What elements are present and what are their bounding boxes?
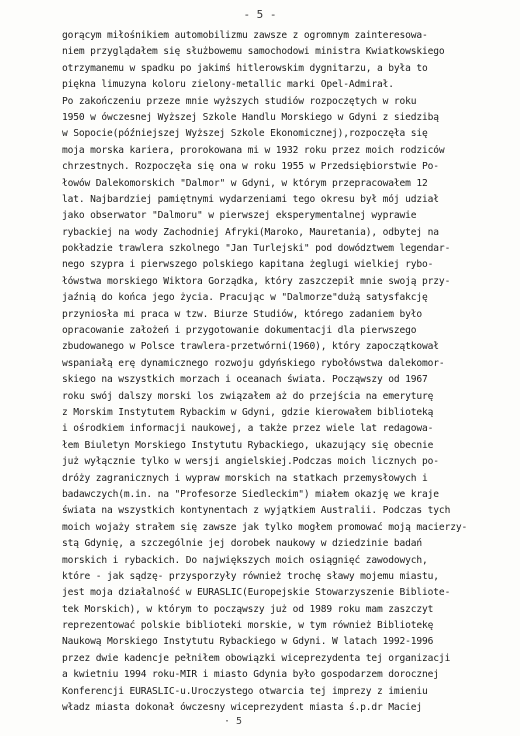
bottom-mark: · 5 <box>224 716 243 727</box>
text-line: Po zakończeniu przeze mnie wyższych studiów rozpoczętych w roku <box>62 95 417 107</box>
text-line: moich wojaży strałem się zawsze jak tylko mogłem promować moją macierzy- <box>62 521 468 533</box>
text-line: reprezentować polskie biblioteki morskie, w tym również Bibliotekę <box>62 620 434 632</box>
text-line: władz miasta dokonał ówczesny wiceprezydent miasta ś.p.dr Maciej <box>62 702 423 714</box>
text-line: zbudowanego w Polsce trawlera-przetwórni(1960), który zapoczątkował <box>62 341 439 353</box>
text-line: dróży zagranicznych i wypraw morskich na statkach przemysłowych i <box>62 472 428 484</box>
text-line: które - jak sądzę- przysporzyły również trochę sławy mojemu miastu, <box>62 570 439 582</box>
text-line: jako obserwator "Dalmoru" w pierwszej eksperymentalnej wyprawie <box>62 210 417 222</box>
text-line: chrzestnych. Rozpoczęła się ona w roku 1955 w Przedsiębiorstwie Po- <box>62 161 439 173</box>
text-line: lat. Najbardziej pamiętnymi wydarzeniami tego okresu był mój udział <box>62 193 439 205</box>
text-line: skiego na wszystkich morzach i oceanach świata. Począwszy od 1967 <box>62 374 428 386</box>
text-line: niem przyglądałem się służbowemu samochodowi ministra Kwiatkowskiego <box>62 46 445 58</box>
text-line: jest moja działalność w EURASLIC(Europejskie Stowarzyszenie Bibliote- <box>62 587 451 599</box>
text-line: pokładzie trawlera szkolnego "Jan Turlejski" pod dowództwem legendar- <box>62 243 451 255</box>
text-line: łem Biuletyn Morskiego Instytutu Rybackiego, ukazujący się obecnie <box>62 439 434 451</box>
text-line: nego szypra i pierwszego polskiego kapitana żeglugi wielkiej rybo- <box>62 259 434 271</box>
text-line: jaźnią do końca jego życia. Pracując w "Dalmorze"dużą satysfakcję <box>62 292 428 304</box>
text-line: łówstwa morskiego Wiktora Gorządka, który zaszczepił mnie swoją przy- <box>62 275 451 287</box>
text-line: z Morskim Instytutem Rybackim w Gdyni, gdzie kierowałem biblioteką <box>62 406 434 418</box>
text-line: roku swój dalszy morski los związałem aż do przejścia na emeryturę <box>62 390 434 402</box>
text-line: łowów Dalekomorskich "Dalmor" w Gdyni, w którym przepracowałem 12 <box>62 177 428 189</box>
text-line: a kwietniu 1994 roku-MIR i miasto Gdynia było gospodarzem dorocznej <box>62 669 439 681</box>
text-line: morskich i rybackich. Do największych moich osiągnięć zawodowych, <box>62 554 428 566</box>
text-line: otrzymanemu w spadku po jakimś hitlerowskim dygnitarzu, a była to <box>62 62 428 74</box>
text-line: stą Gdynię, a szczególnie jej dorobek naukowy w dziedzinie badań <box>62 538 423 550</box>
text-line: piękna limuzyna koloru zielony-metallic marki Opel-Admirał. <box>62 79 394 91</box>
text-line: wspaniałą erę dynamicznego rozwoju gdyńskiego rybołówstwa dalekomor- <box>62 357 445 369</box>
text-line: świata na wszystkich kontynentach z wyjątkiem Australii. Podczas tych <box>62 505 451 517</box>
text-line: Konferencji EURASLIC-u.Uroczystego otwarcia tej imprezy z imieniu <box>62 685 428 697</box>
text-line: opracowanie założeń i przygotowanie dokumentacji dla pierwszego <box>62 325 417 337</box>
text-line: przez dwie kadencje pełniłem obowiązki wiceprezydenta tej organizacji <box>62 652 451 664</box>
text-line: badawczych(m.in. na "Profesorze Siedleckim") miałem okazję we kraje <box>62 488 439 500</box>
text-line: Naukową Morskiego Instytutu Rybackiego w Gdyni. W latach 1992-1996 <box>62 636 434 648</box>
text-line: i ośrodkiem informacji naukowej, a także przez wiele lat redagowa- <box>62 423 434 435</box>
text-line: rybackiej na wody Zachodniej Afryki(Maroko, Mauretania), odbytej na <box>62 226 439 238</box>
text-line: 1950 w ówczesnej Wyższej Szkole Handlu Morskiego w Gdyni z siedzibą <box>62 111 439 123</box>
text-line: w Sopocie(późniejszej Wyższej Szkole Ekonomicznej),rozpoczęła się <box>62 128 428 140</box>
text-line: przyniosła mi praca w tzw. Biurze Studiów, którego zadaniem było <box>62 308 423 320</box>
text-line: już wyłącznie tylko w wersji angielskiej.Podczas moich licznych po- <box>62 456 439 468</box>
text-line: moja morska kariera, prorokowana mi w 1932 roku przez moich rodziców <box>62 144 445 156</box>
text-line: gorącym miłośnikiem automobilizmu zawsze z ogromnym zainteresowa- <box>62 30 428 41</box>
page-number: - 5 - <box>243 8 277 21</box>
body-text <box>62 28 502 716</box>
text-line: tek Morskich), w którym to począwszy już od 1989 roku mam zaszczyt <box>62 603 434 615</box>
